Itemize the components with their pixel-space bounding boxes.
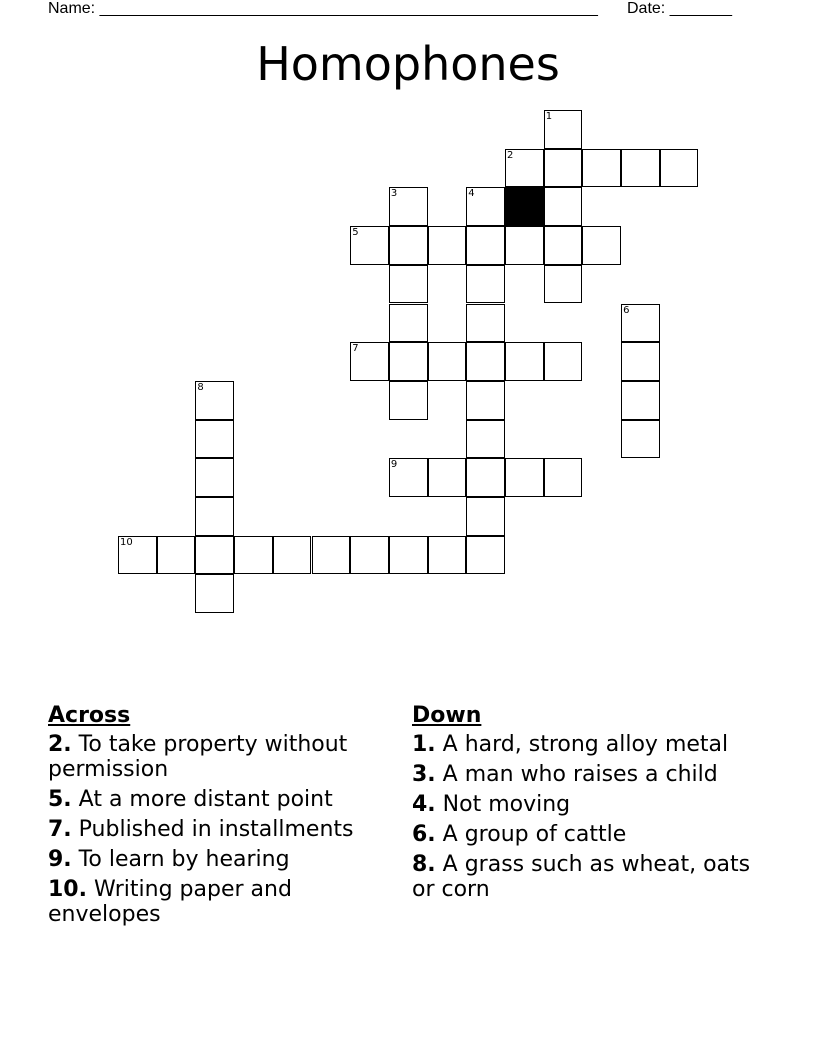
clue-number: 5	[352, 227, 359, 239]
crossword-cell[interactable]	[505, 226, 544, 265]
clue-number-label: 1.	[412, 732, 436, 757]
clue-number: 7	[352, 343, 359, 355]
crossword-cell[interactable]	[466, 265, 505, 304]
crossword-cell[interactable]	[428, 536, 467, 575]
crossword-cell[interactable]	[505, 342, 544, 381]
down-clue	[412, 822, 757, 847]
down-clue	[412, 762, 757, 787]
crossword-cell[interactable]	[466, 187, 505, 226]
crossword-cell[interactable]	[273, 536, 312, 575]
clue-text: Not moving	[442, 792, 571, 817]
clue-number: 6	[623, 304, 630, 316]
crossword-cell[interactable]	[505, 458, 544, 497]
crossword-cell[interactable]	[195, 420, 234, 459]
clue-number: 9	[390, 459, 398, 471]
crossword-cell[interactable]	[312, 536, 351, 575]
down-clue	[412, 852, 757, 902]
clue-number-label: 8.	[412, 852, 436, 877]
clue-text: At a more distant point	[78, 787, 333, 812]
clue-number: 8	[197, 381, 204, 393]
clue-number-label: 7.	[48, 817, 72, 842]
clue-text: A grass such as wheat, oats or corn	[412, 852, 751, 902]
across-clue	[48, 877, 393, 927]
clue-number: 1	[545, 111, 553, 122]
worksheet-header	[48, 0, 748, 20]
crossword-cell[interactable]	[621, 149, 660, 188]
page-title: Homophones	[256, 37, 560, 91]
crossword-cell[interactable]	[621, 304, 660, 343]
crossword-cell[interactable]	[466, 342, 505, 381]
crossword-cell[interactable]	[544, 149, 583, 188]
crossword-cell[interactable]	[389, 265, 428, 304]
crossword-cell[interactable]	[621, 420, 660, 459]
crossword-cell[interactable]	[544, 226, 583, 265]
crossword-cell[interactable]	[389, 342, 428, 381]
date-field-label: Date: _______	[627, 0, 732, 17]
crossword-cell[interactable]	[428, 458, 467, 497]
crossword-cell[interactable]	[544, 265, 583, 304]
across-clue	[48, 847, 393, 872]
clue-number-label: 2.	[48, 732, 72, 757]
clue-text: To take property without permission	[48, 732, 348, 782]
crossword-cell[interactable]	[621, 342, 660, 381]
crossword-cell[interactable]	[195, 497, 234, 536]
crossword-cell[interactable]	[389, 187, 428, 226]
crossword-cell[interactable]	[195, 381, 234, 420]
crossword-cell[interactable]	[389, 226, 428, 265]
down-clues	[412, 702, 757, 907]
crossword-cell[interactable]	[505, 149, 544, 188]
clue-number-label: 3.	[412, 762, 436, 787]
crossword-cell[interactable]	[466, 458, 505, 497]
crossword-cell[interactable]	[544, 458, 583, 497]
crossword-cell[interactable]	[195, 536, 234, 575]
across-clue	[48, 817, 393, 842]
down-heading: Down	[412, 703, 482, 728]
clue-text: Published in installments	[78, 817, 354, 842]
clue-text: A hard, strong alloy metal	[442, 732, 729, 757]
crossword-cell[interactable]	[544, 110, 583, 149]
crossword-cell[interactable]	[350, 342, 389, 381]
crossword-cell[interactable]	[389, 458, 428, 497]
clue-text: Writing paper and envelopes	[48, 877, 292, 927]
clue-number-label: 4.	[412, 792, 436, 817]
crossword-cell[interactable]	[350, 536, 389, 575]
crossword-cell[interactable]	[621, 381, 660, 420]
crossword-cell[interactable]	[466, 497, 505, 536]
down-clue-list	[412, 732, 757, 902]
crossword-cell[interactable]	[544, 342, 583, 381]
clue-text: A group of cattle	[442, 822, 627, 847]
crossword-cell[interactable]	[389, 536, 428, 575]
down-clue	[412, 732, 757, 757]
crossword-cell[interactable]	[466, 381, 505, 420]
down-clue	[412, 792, 757, 817]
crossword-cell[interactable]	[389, 304, 428, 343]
clue-number: 10	[120, 536, 133, 548]
crossword-block-cell	[505, 187, 544, 226]
crossword-cell[interactable]	[118, 536, 157, 575]
clue-number-label: 10.	[48, 877, 87, 902]
crossword-cell[interactable]	[389, 381, 428, 420]
clue-number: 4	[468, 188, 475, 200]
across-clues	[48, 702, 393, 932]
crossword-cell[interactable]	[195, 458, 234, 497]
clue-number-label: 6.	[412, 822, 436, 847]
clue-number: 2	[507, 149, 514, 161]
crossword-cell[interactable]	[428, 226, 467, 265]
across-clue-list	[48, 732, 393, 927]
clue-number-label: 5.	[48, 787, 72, 812]
crossword-cell[interactable]	[234, 536, 273, 575]
across-clue	[48, 787, 393, 812]
clue-text: To learn by hearing	[78, 847, 290, 872]
crossword-cell[interactable]	[466, 420, 505, 459]
crossword-cell[interactable]	[544, 187, 583, 226]
clue-number-label: 9.	[48, 847, 72, 872]
crossword-cell[interactable]	[660, 149, 699, 188]
crossword-cell[interactable]	[428, 342, 467, 381]
crossword-cell[interactable]	[466, 226, 505, 265]
crossword-cell[interactable]	[350, 226, 389, 265]
across-clue	[48, 732, 393, 782]
across-heading: Across	[48, 703, 131, 728]
crossword-cell[interactable]	[157, 536, 196, 575]
clue-number: 3	[390, 188, 398, 200]
crossword-cell[interactable]	[582, 226, 621, 265]
crossword-cell[interactable]	[466, 304, 505, 343]
crossword-cell[interactable]	[466, 536, 505, 575]
clue-text: A man who raises a child	[442, 762, 718, 787]
crossword-cell[interactable]	[195, 574, 234, 613]
name-field-label: Name: ________________________________________________________	[48, 0, 598, 17]
crossword-cell[interactable]	[582, 149, 621, 188]
